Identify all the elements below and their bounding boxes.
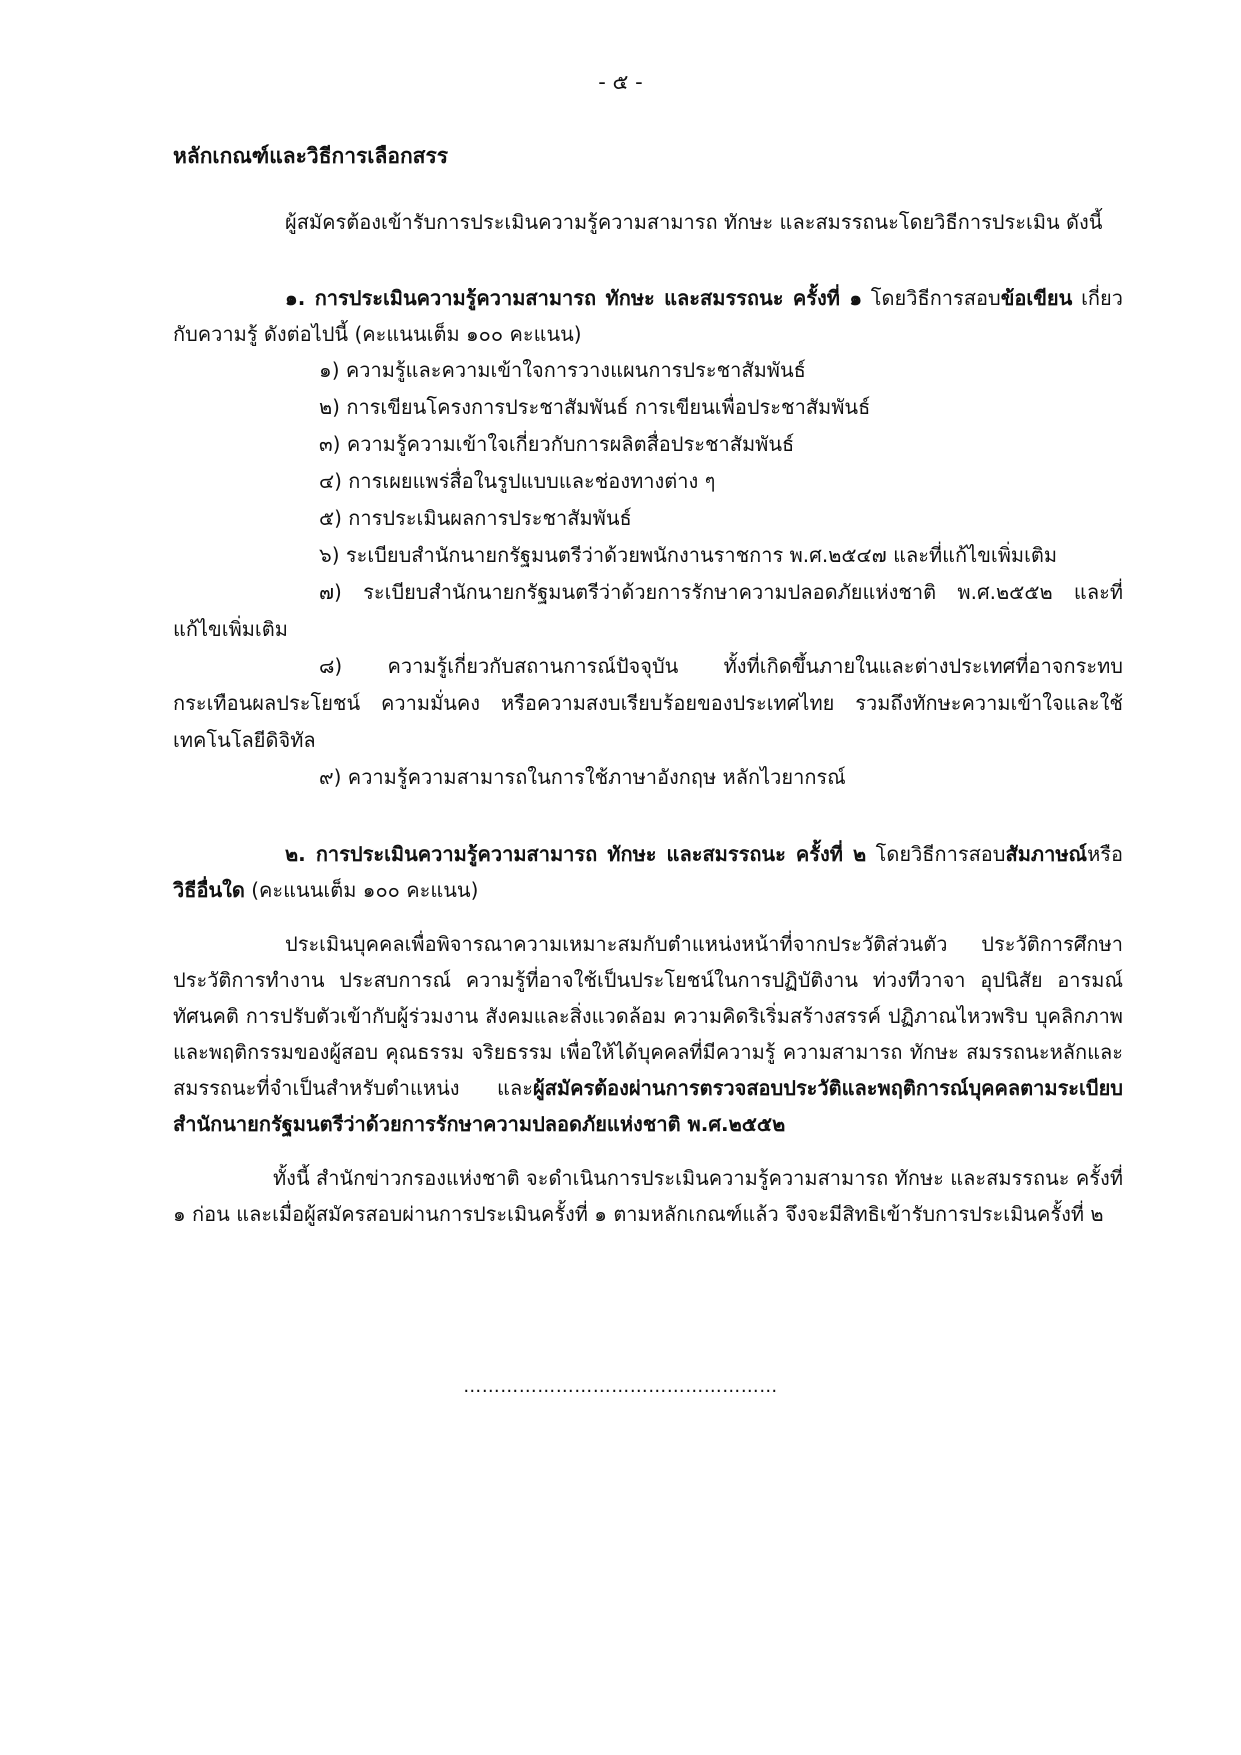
list-item: ๕) การประเมินผลการประชาสัมพันธ์: [319, 506, 632, 530]
page-number: - ๕ -: [598, 70, 643, 94]
end-of-document-mark: ……………………………………………: [463, 1376, 778, 1397]
section2-method-1: สัมภาษณ์: [1005, 842, 1088, 866]
list-item: ๔) การเผยแพร่สื่อในรูปแบบและช่องทางต่าง ๆ: [319, 469, 716, 493]
section2-method-2: วิธีอื่นใด: [173, 878, 245, 902]
section1-mid: โดยวิธีการสอบ: [862, 286, 1001, 310]
section1-paragraph: [173, 280, 1123, 352]
closing-paragraph: ทั้งนี้ สำนักข่าวกรองแห่งชาติ จะดำเนินการประเมินความรู้ความสามารถ ทักษะ และสมรรถนะ ครั้งที่ ๑ ก่อน และเมื่อผู้สมัครสอบผ่านการประเมินครั้งที่ ๑ ตามหลักเกณฑ์แล้ว จึงจะมีสิทธิเข้ารับการประเมินครั้งที่ ๒: [173, 1166, 1123, 1226]
list-item: ๘) ความรู้เกี่ยวกับสถานการณ์ปัจจุบัน ทั้งที่เกิดขึ้นภายในและต่างประเทศที่อาจกระทบกระเทือนผลประโยชน์ ความมั่นคง หรือความสงบเรียบร้อยของประเทศไทย รวมถึงทักษะความเข้าใจและใช้เทคโนโลยีดิจิทัล: [173, 654, 1123, 752]
section-heading: หลักเกณฑ์และวิธีการเลือกสรร: [173, 144, 449, 168]
section2-title: ๒. การประเมินความรู้ความสามารถ ทักษะ และสมรรถนะ ครั้งที่ ๒: [285, 842, 867, 866]
section2-body: [173, 926, 1123, 1142]
list-item: ๒) การเขียนโครงการประชาสัมพันธ์ การเขียนเพื่อประชาสัมพันธ์: [319, 395, 871, 419]
section2-body-bold: ผู้สมัครต้องผ่านการตรวจสอบประวัติและพฤติการณ์บุคคลตามระเบียบสำนักนายกรัฐมนตรีว่าด้วยการรักษาความปลอดภัยแห่งชาติ พ.ศ.๒๕๕๒: [173, 1076, 1123, 1136]
section1-tail: เกี่ยวกับความรู้ ดังต่อไปนี้ (คะแนนเต็ม ๑๐๐ คะแนน): [173, 286, 1123, 346]
section1-topic-list: [173, 352, 1123, 796]
list-item: ๗) ระเบียบสำนักนายกรัฐมนตรีว่าด้วยการรักษาความปลอดภัยแห่งชาติ พ.ศ.๒๕๕๒ และที่แก้ไขเพิ่มเติม: [173, 580, 1123, 641]
list-item: ๑) ความรู้และความเข้าใจการวางแผนการประชาสัมพันธ์: [319, 358, 806, 382]
section1-title: ๑. การประเมินความรู้ความสามารถ ทักษะ และสมรรถนะ ครั้งที่ ๑: [285, 286, 863, 310]
section2-body-text: ประเมินบุคคลเพื่อพิจารณาความเหมาะสมกับตำแหน่งหน้าที่จากประวัติส่วนตัว ประวัติการศึกษา ประวัติการทำงาน ประสบการณ์ ความรู้ที่อาจใช้เป็นประโยชน์ในการปฏิบัติงาน ท่วงทีวาจา อุปนิสัย อารมณ์ ทัศนคติ การปรับตัวเข้ากับผู้ร่วมงาน สังคมและสิ่งแวดล้อม ความคิดริเริ่มสร้างสรรค์ ปฏิภาณไหวพริบ บุคลิกภาพและพฤติกรรมของผู้สอบ คุณธรรม จริยธรรม เพื่อให้ได้บุคคลที่มีความรู้ ความสามารถ ทักษะ สมรรถนะหลักและสมรรถนะที่จำเป็นสำหรับตำแหน่ง และ: [173, 932, 1123, 1100]
document-body: [173, 138, 1123, 1232]
section2-mid: โดยวิธีการสอบ: [866, 842, 1006, 866]
list-item: ๖) ระเบียบสำนักนายกรัฐมนตรีว่าด้วยพนักงานราชการ พ.ศ.๒๕๔๗ และที่แก้ไขเพิ่มเติม: [319, 543, 1058, 567]
section2-paragraph: [173, 836, 1123, 908]
section2-tail: (คะแนนเต็ม ๑๐๐ คะแนน): [244, 878, 479, 902]
intro-paragraph: ผู้สมัครต้องเข้ารับการประเมินความรู้ความสามารถ ทักษะ และสมรรถนะโดยวิธีการประเมิน ดังนี้: [285, 210, 1103, 234]
list-item: ๙) ความรู้ความสามารถในการใช้ภาษาอังกฤษ หลักไวยากรณ์: [319, 765, 846, 789]
section2-connector: หรือ: [1087, 842, 1123, 866]
list-item: ๓) ความรู้ความเข้าใจเกี่ยวกับการผลิตสื่อประชาสัมพันธ์: [319, 432, 795, 456]
section1-method: ข้อเขียน: [1000, 286, 1073, 310]
